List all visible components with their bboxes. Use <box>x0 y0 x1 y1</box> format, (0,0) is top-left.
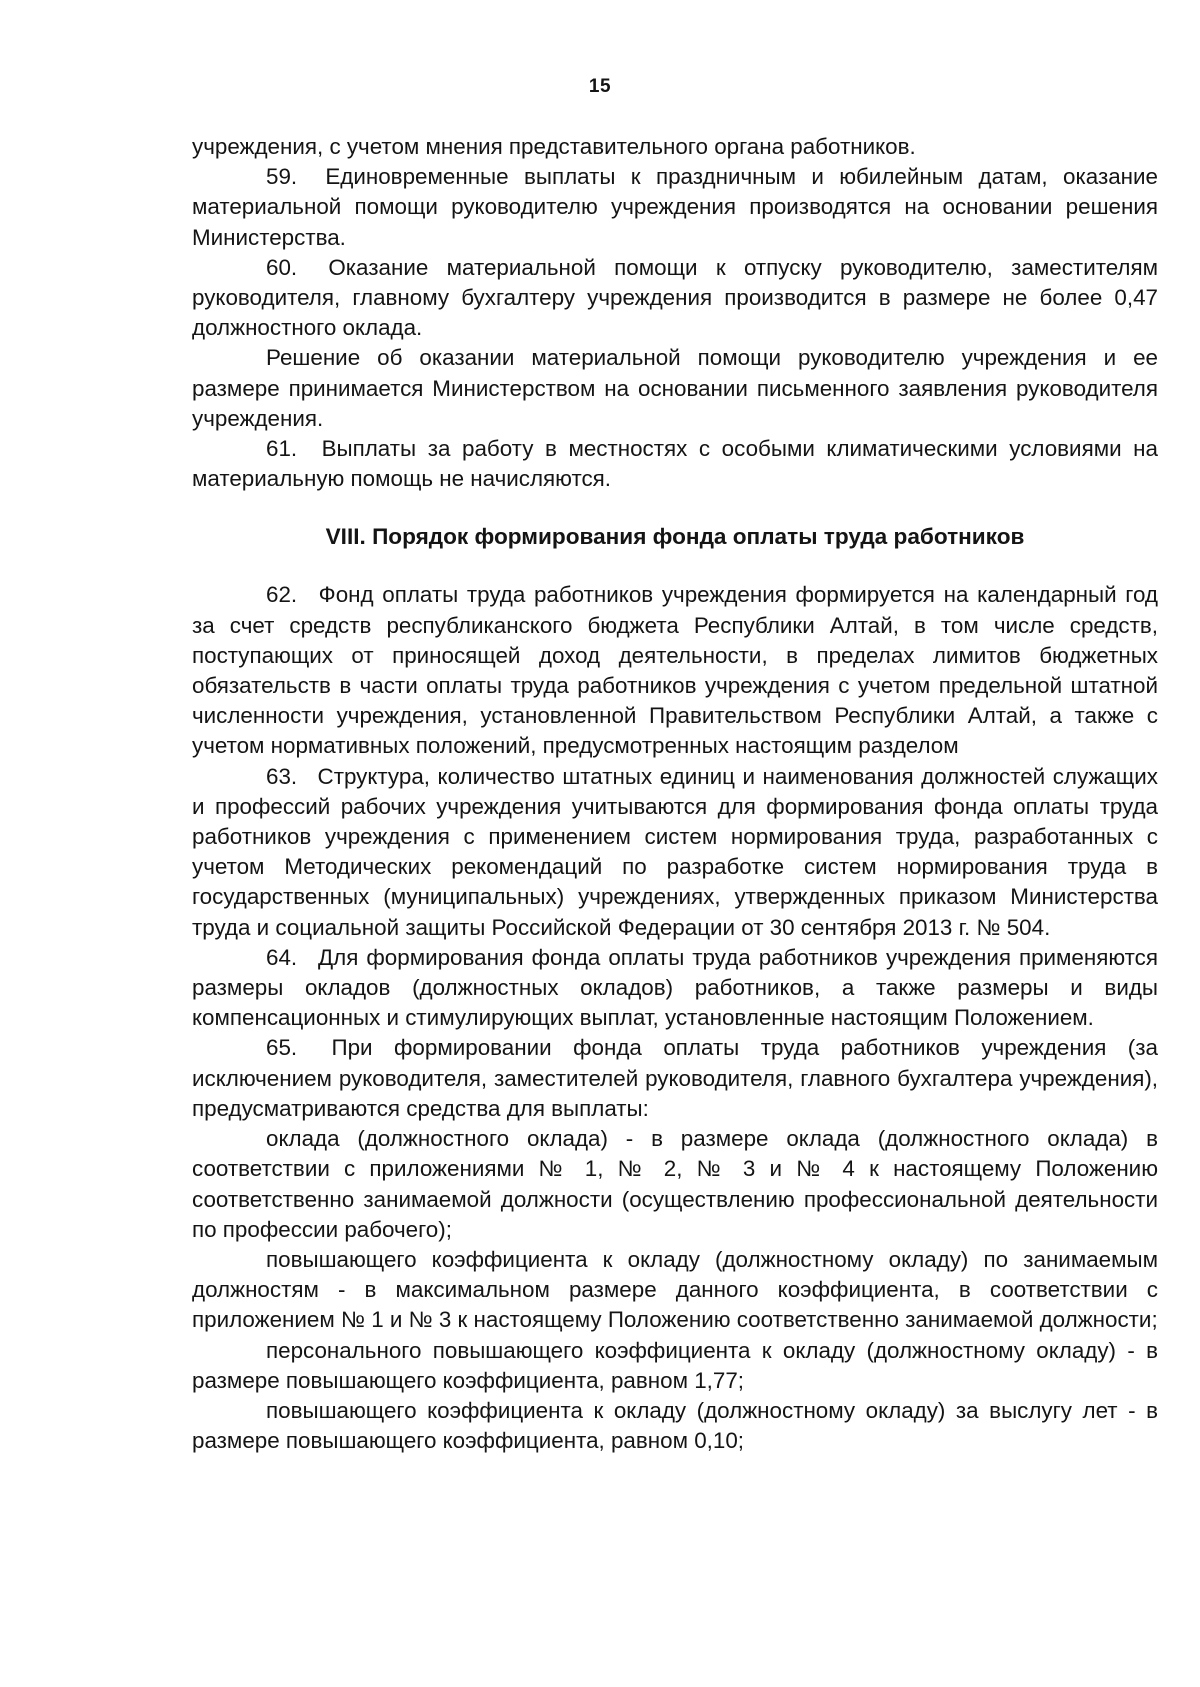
paragraphs-after-heading <box>192 580 1158 1456</box>
paragraph-text: Структура, количество штатных единиц и наименования должностей служащих и профессий рабочих учреждения учитываются для формирования фонда оплаты труда работников учреждения с применением систем нормирования труда, разработанных с учетом Методических рекомендаций по разработке систем нормирования труда в государственных (муниципальных) учреждениях, утвержденных приказом Министерства труда и социальной защиты Российской Федерации от 30 сентября 2013 г. № 504. <box>192 763 1158 940</box>
paragraphs-before-heading <box>192 132 1158 494</box>
paragraph-text: Решение об оказании материальной помощи руководителю учреждения и ее размере принимается Министерством на основании письменного заявления руководителя учреждения. <box>192 345 1158 431</box>
paragraph-number: 62. <box>266 582 298 608</box>
page-number: 15 <box>588 76 612 97</box>
paragraph-p62 <box>192 580 1158 761</box>
paragraph-text: учреждения, с учетом мнения представительного органа работников. <box>192 134 916 159</box>
paragraph-number: 61. <box>266 436 298 462</box>
paragraph-cont <box>192 132 1158 162</box>
paragraph-p63 <box>192 762 1158 943</box>
paragraph-text: Единовременные выплаты к праздничным и юбилейным датам, оказание материальной помощи руководителю учреждения производятся на основании решения Министерства. <box>192 164 1158 250</box>
paragraph-p65b <box>192 1245 1158 1336</box>
paragraph-text: Для формирования фонда оплаты труда работников учреждения применяются размеры окладов (должностных окладов) работников, а также размеры и виды компенсационных и стимулирующих выплат, установленные настоящим Положением. <box>192 944 1158 1031</box>
paragraph-text: персонального повышающего коэффициента к окладу (должностному окладу) - в размере повышающего коэффициента, равном 1,77; <box>192 1337 1158 1393</box>
paragraph-text: повышающего коэффициента к окладу (должностному окладу) за выслугу лет - в размере повышающего коэффициента, равном 0,10; <box>192 1397 1158 1454</box>
paragraph-p65a <box>192 1124 1158 1245</box>
paragraph-text: повышающего коэффициента к окладу (должностному окладу) по занимаемым должностям - в максимальном размере данного коэффициента, в соответствии с приложением № 1 и № 3 к настоящему Положению соответственно занимаемой должности; <box>192 1246 1158 1333</box>
paragraph-p65c <box>192 1336 1158 1396</box>
paragraph-p59 <box>192 162 1158 253</box>
paragraph-number: 64. <box>266 944 298 970</box>
paragraph-text: При формировании фонда оплаты труда работников учреждения (за исключением руководителя, заместителей руководителя, главного бухгалтера учреждения), предусматриваются средства для выплаты: <box>192 1035 1158 1121</box>
paragraph-number: 60. <box>266 254 298 280</box>
paragraph-p64 <box>192 943 1158 1034</box>
paragraph-p60b <box>192 343 1158 434</box>
paragraph-p65d <box>192 1396 1158 1456</box>
paragraph-p65 <box>192 1033 1158 1124</box>
section-heading: VIII. Порядок формирования фонда оплаты труда работников <box>325 524 1025 550</box>
paragraph-text: оклада (должностного оклада) - в размере оклада (должностного оклада) в соответствии с приложениями № 1, № 2, № 3 и № 4 к настоящему Положению соответственно занимаемой должности (осуществлению профессиональной деятельности по профессии рабочего); <box>192 1126 1158 1242</box>
paragraph-number: 63. <box>266 763 298 789</box>
paragraph-number: 65. <box>266 1035 298 1061</box>
paragraph-p61 <box>192 434 1158 494</box>
paragraph-number: 59. <box>266 164 298 190</box>
paragraph-text: Фонд оплаты труда работников учреждения формируется на календарный год за счет средств республиканского бюджета Республики Алтай, в том числе средств, поступающих от приносящей доход деятельности, в пределах лимитов бюджетных обязательств в части оплаты труда работников учреждения с учетом предельной штатной численности учреждения, установленной Правительством Республики Алтай, а также с учетом нормативных положений, предусмотренных настоящим разделом <box>192 582 1158 759</box>
document-body <box>192 132 1158 1456</box>
paragraph-text: Выплаты за работу в местностях с особыми климатическими условиями на материальную помощь не начисляются. <box>192 436 1158 492</box>
paragraph-text: Оказание материальной помощи к отпуску руководителю, заместителям руководителя, главному бухгалтеру учреждения производится в размере не более 0,47 должностного оклада. <box>192 254 1158 341</box>
paragraph-p60 <box>192 253 1158 344</box>
